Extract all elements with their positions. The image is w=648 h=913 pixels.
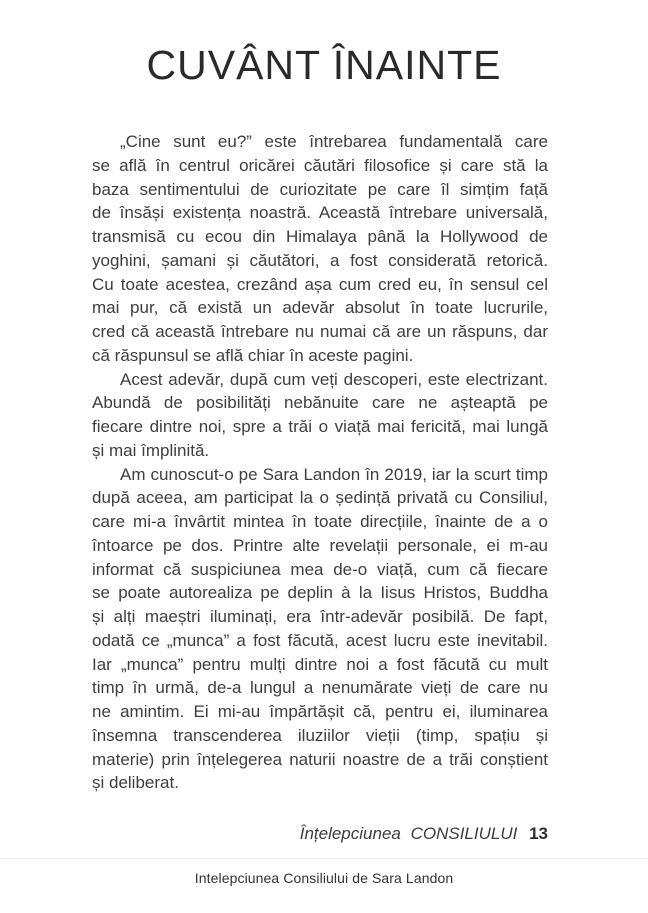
text-line: odată ce „munca” a fost făcută, acest lucru este inevitabil. [92, 630, 548, 650]
text-line: ne amintim. Ei mi-au împărtășit că, pentru ei, iluminarea [92, 702, 548, 721]
text-line: că răspunsul se află chiar în aceste pagini. [92, 345, 414, 365]
page-title: CUVÂNT ÎNAINTE [146, 42, 502, 88]
text-line: Iar „munca” pentru mulți dintre noi a fost făcută cu mult [92, 654, 548, 674]
text-line: transmisă cu ecou din Himalaya până la Hollywood de [92, 227, 548, 246]
text-line: se poate autorealiza pe deplin à la Iisus Hristos, Buddha [92, 583, 548, 603]
footer-series-caps: CONSILIULUI [410, 824, 518, 843]
text-line: baza sentimentului de curiozitate pe care îl simțim față [92, 179, 548, 199]
text-line: Am cunoscut-o pe Sara Landon în 2019, iar la scurt timp [120, 464, 548, 484]
text-line: și mai împlinită. [92, 440, 210, 460]
text-line: Cu toate acestea, crezând așa cum cred eu, în sensul cel [92, 274, 548, 294]
app-title-caption: Intelepciunea Consiliului de Sara Landon [194, 870, 454, 886]
text-line: Abundă de posibilități nebănuite care ne așteaptă pe [92, 393, 548, 413]
page-divider [0, 858, 648, 859]
text-line: Acest adevăr, după cum veți descoperi, este electrizant. [120, 369, 548, 389]
page-number: 13 [529, 824, 548, 843]
text-line: yoghini, șamani și căutători, a fost considerată retorică. [92, 250, 548, 270]
text-line: cred că această întrebare nu numai că are un răspuns, dar [92, 322, 548, 341]
footer-series-name: Înțelepciunea [299, 824, 401, 843]
text-line: timp în urmă, de-a lungul a nenumărate vieți de care nu [92, 678, 548, 698]
text-line: și deliberat. [92, 773, 179, 793]
text-line: fiecare dintre noi, spre a trăi o viață mai fericită, mai lungă [92, 417, 548, 436]
text-line: de însăși existența noastră. Această întrebare universală, [92, 203, 548, 223]
text-line: și alți maeștri iluminați, era într-adevăr posibilă. De fapt, [92, 607, 548, 626]
text-line: care mi-a învârtit mintea în toate direcțiile, înainte de a o [92, 512, 548, 531]
text-line: însemna transcenderea iluziilor vieții (timp, spațiu și [92, 725, 548, 745]
text-line: se află în centrul oricărei căutări filosofice și care stă la [92, 155, 548, 175]
text-line: întoarce pe dos. Printre alte revelații personale, ei m-au [92, 535, 548, 555]
body-text [92, 130, 548, 795]
text-line: informat că suspiciunea mea de-o viață, cum că fiecare [92, 559, 548, 579]
text-line: „Cine sunt eu?” este întrebarea fundamentală care [120, 132, 548, 151]
text-line: după aceea, am participat la o ședință privată cu Consiliul, [92, 488, 548, 508]
text-line: mai pur, că există un adevăr absolut în toate lucrurile, [92, 298, 548, 318]
running-footer [300, 824, 548, 844]
text-line: materie) prin înțelegerea naturii noastre de a trăi conștient [92, 749, 548, 769]
